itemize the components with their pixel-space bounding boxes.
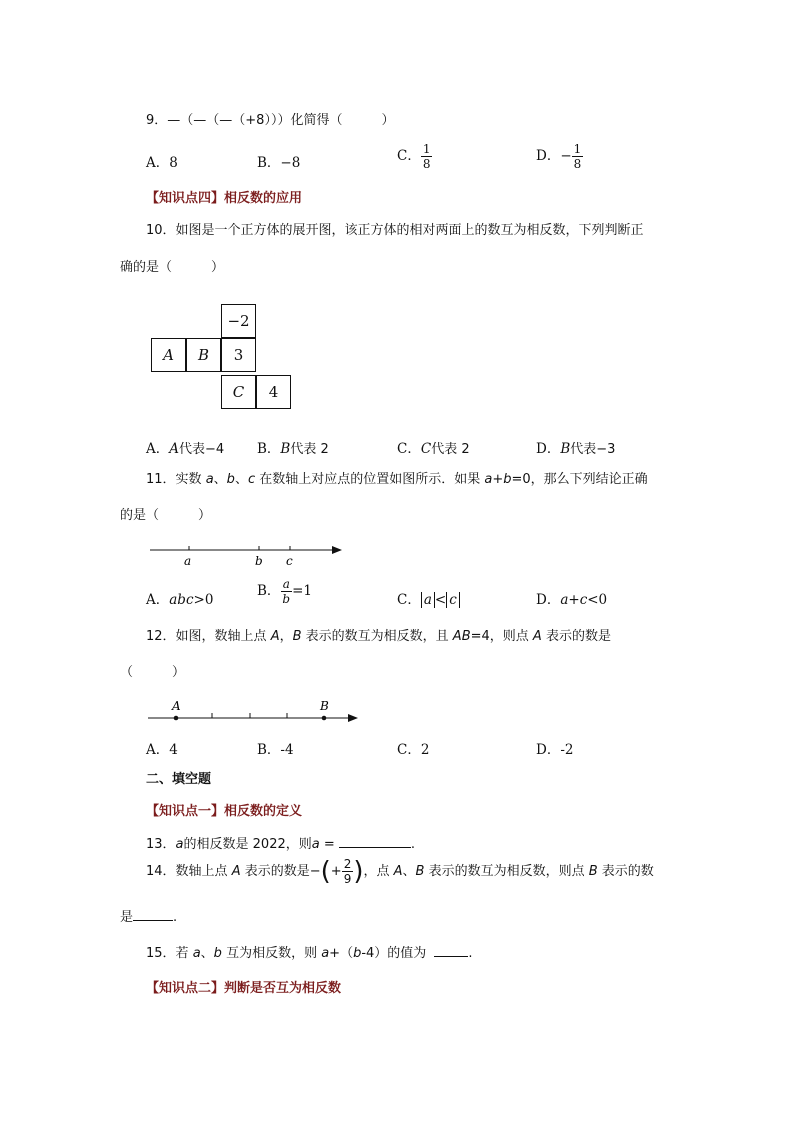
q12-var-a2: A [532,629,542,644]
q11-sep1: 、 [213,472,227,487]
q10-option-d-prefix: D． [536,441,561,457]
q12-axis-label-a: A [172,699,181,713]
q9-option-c[interactable] [397,143,432,170]
q15-expr-rest: -4）的值为 [361,946,427,961]
q11-option-c[interactable] [397,588,460,608]
q10-option-a-var: A [169,441,179,457]
q11-option-c-abs-c: c [446,592,460,608]
section-knowledge-point-2: 【知识点二】判断是否互为相反数 [146,981,342,996]
q11-option-b-den: b [282,592,291,606]
q10-option-b-prefix: B． [257,441,281,457]
q12-option-b[interactable]: B．-4 [257,742,294,758]
q12-middle2: =4，则点 [470,629,533,644]
q10-option-b[interactable] [257,437,329,457]
q10-option-a[interactable] [146,437,224,457]
q11-option-a-prefix: A． [146,592,170,608]
q15-expr-b: b [353,946,362,961]
q13-end: . [410,837,416,852]
q9-option-d-den: 8 [573,157,582,171]
q12-middle: 表示的数互为相反数，且 [301,629,453,644]
q13-text: 的相反数是 2022，则 [183,837,312,852]
q10-option-d[interactable] [536,437,615,457]
q15-var-a: a [192,946,201,961]
q12-var-b: B [292,629,302,644]
q11-axis-label-c: c [286,554,293,568]
q10-option-a-text: 代表−4 [179,442,225,457]
q11-option-b-rest: =1 [292,583,313,599]
q12-option-a[interactable]: A．4 [146,742,178,758]
q11-option-a-rest: >0 [193,592,214,608]
q15-end: . [468,946,473,961]
q12-ab: AB [452,629,471,644]
q12-comma: ， [279,629,293,644]
q10-option-c-prefix: C． [397,441,421,457]
q11-prefix: 11．实数 [146,472,206,487]
q9-stem [146,109,394,128]
q10-line1: 10．如图是一个正方体的展开图，该正方体的相对两面上的数互为相反数，下列判断正 [146,223,644,238]
q14-sign: + [330,864,342,879]
q9-number: 9． [146,113,168,128]
q15-sep: 、 [200,946,214,961]
q11-line2: 的是（ ） [120,508,212,523]
q14-end: . [173,910,178,925]
q11-option-d-prefix: D． [536,592,561,608]
q11-sep2: 、 [234,472,248,487]
q14-var-b: B [415,864,425,879]
q9-option-c-den: 8 [422,157,431,171]
q14-middle: 表示的数是− [240,864,321,879]
q12-number-line [146,696,366,726]
net-cell-a: A [151,338,186,372]
q14-line1 [146,858,654,885]
q13-number: 13． [146,837,176,852]
q14-answer-blank[interactable] [133,908,173,921]
q11-axis-label-a: a [184,554,192,568]
q14-var-b2: B [588,864,598,879]
q15-var-b: b [213,946,222,961]
q14-line2-text: 是 [120,910,134,925]
q10-option-d-text: 代表−3 [570,442,616,457]
q12-line1 [146,625,611,644]
q14-text2: 表示的数互为相反数，则点 [424,864,589,879]
q14-right-paren: ) [353,856,364,887]
q11-number-line [146,540,346,570]
q11-option-a-expr: abc [169,592,194,608]
q9-option-c-num: 1 [422,142,431,156]
section-knowledge-point-4: 【知识点四】相反数的应用 [146,191,303,206]
q12-line2: （ ） [120,665,186,680]
q10-option-b-var: B [280,441,291,457]
q15-middle: 互为相反数，则 [221,946,322,961]
q13-var2: a [311,837,320,852]
q12-point-b [322,716,327,721]
q12-point-a [174,716,179,721]
q12-suffix: 表示的数是 [541,629,611,644]
q10-option-c[interactable] [397,437,470,457]
q14-line2 [120,906,177,925]
q10-line2: 确的是（ ） [120,260,225,275]
q12-option-c[interactable]: C．2 [397,742,430,758]
net-cell-b: B [186,338,221,372]
q14-den: 9 [343,872,352,886]
q11-middle: 在数轴上对应点的位置如图所示．如果 [255,472,485,487]
q9-option-c-fraction [421,143,433,170]
q14-left-paren: ( [320,856,331,887]
q15-plus: +（ [329,946,354,961]
q12-var-a: A [270,629,280,644]
q11-var-b: b [226,472,235,487]
q11-var-c: c [247,472,256,487]
q11-option-d-rest: <0 [587,592,608,608]
q11-line1 [146,468,648,487]
q9-option-d[interactable] [536,143,583,170]
q15-expr-a: a [321,946,330,961]
q14-sep: 、 [402,864,416,879]
q11-condition: a+b [484,472,512,487]
q10-option-c-var: C [420,441,432,457]
q12-axis-arrow [348,714,358,722]
q15-answer-blank[interactable] [434,944,468,957]
q11-axis-arrow [332,546,342,554]
q10-option-c-text: 代表 2 [431,442,470,457]
net-cell-middle: 3 [221,338,256,372]
q9-option-a[interactable]: A．8 [146,155,178,171]
q10-option-b-text: 代表 2 [290,442,329,457]
net-cell-right: 4 [256,375,291,409]
q13-line [146,833,415,852]
q10-option-a-prefix: A． [146,441,170,457]
q14-var-a2: A [393,864,403,879]
q11-option-a[interactable] [146,588,213,608]
q11-option-c-prefix: C． [397,592,421,608]
q15-line [146,942,472,961]
q11-option-b-num: a [282,577,290,591]
q9-option-b[interactable]: B．−8 [257,155,301,171]
q9-option-d-fraction [572,143,584,170]
q9-text: —（—（—（+8）））化简得（ ） [167,113,395,128]
q13-var: a [175,837,184,852]
section-fill-in-title: 二、填空题 [146,772,212,787]
q12-axis-label-b: B [320,699,329,713]
q11-axis-label-b: b [255,554,263,568]
q9-option-c-prefix: C． [397,148,421,164]
q9-option-d-num: 1 [573,142,582,156]
q12-option-d[interactable]: D．-2 [536,742,574,758]
q14-fraction [342,858,354,885]
q11-option-b[interactable] [257,578,312,605]
q11-var-a: a [205,472,214,487]
net-cell-top: −2 [221,304,256,338]
q14-text3: 表示的数 [597,864,654,879]
q11-option-d-expr: a+c [560,592,588,608]
q15-prefix: 15．若 [146,946,193,961]
q13-equals: = [319,837,339,852]
q11-option-b-prefix: B． [257,583,281,599]
q11-option-b-fraction [280,578,292,605]
q11-suffix: =0，那么下列结论正确 [511,472,648,487]
q14-text1: ，点 [363,864,394,879]
q10-option-d-var: B [560,441,571,457]
q9-option-d-prefix: D．− [536,148,572,164]
q12-prefix: 12．如图，数轴上点 [146,629,271,644]
q11-option-c-lt: < [434,592,447,608]
q13-answer-blank[interactable] [339,835,411,848]
net-cell-c: C [221,375,256,409]
q11-option-c-abs-a: a [421,592,435,608]
q14-prefix: 14．数轴上点 [146,864,232,879]
q14-var-a: A [231,864,241,879]
q14-num: 2 [343,857,352,871]
section-knowledge-point-1: 【知识点一】相反数的定义 [146,804,303,819]
q11-option-d[interactable] [536,588,607,608]
